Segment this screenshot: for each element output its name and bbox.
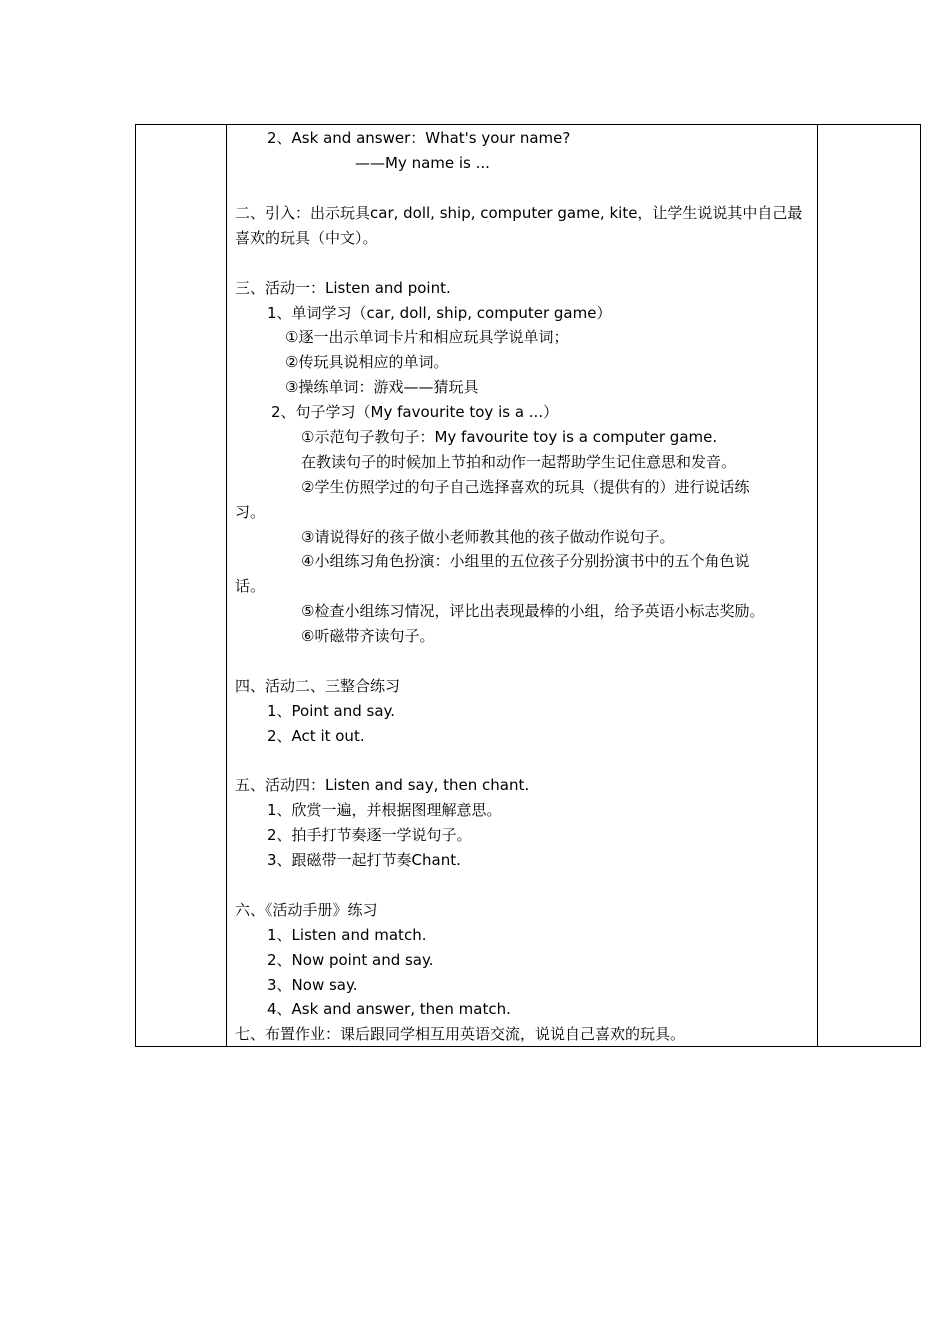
activity-2-3-item-2: 2、Act it out. [267, 727, 365, 745]
workbook-item-2: 2、Now point and say. [267, 951, 434, 969]
activity-1-item-2a-cont: 在教读句子的时候加上节拍和动作一起帮助学生记住意思和发音。 [301, 453, 737, 471]
activity-1-item-1c: ③操练单词：游戏——猜玩具 [285, 378, 479, 396]
activity-1-item-2c: ③请说得好的孩子做小老师教其他的孩子做动作说句子。 [301, 528, 675, 546]
activity-1-item-2b-cont: 习。 [235, 503, 266, 521]
workbook-item-4: 4、Ask and answer, then match. [267, 1000, 511, 1018]
activity-1-item-2: 2、句子学习（My favourite toy is a ...） [271, 403, 559, 421]
workbook-heading: 六、《活动手册》练习 [235, 901, 378, 919]
activity-1-item-2a: ①示范句子教句子：My favourite toy is a computer game. [301, 428, 718, 446]
activity-1-heading: 三、活动一：Listen and point. [235, 279, 451, 297]
warmup-reply: ——My name is ... [355, 154, 490, 172]
activity-1-item-2d-cont: 话。 [235, 577, 266, 595]
column-divider-right [817, 125, 818, 1046]
activity-4-item-3: 3、跟磁带一起打节奏Chant. [267, 851, 461, 869]
intro-line-1: 二、引入：出示玩具car, doll, ship, computer game, kite，让学生说说其中自己最 [235, 204, 803, 222]
activity-4-item-1: 1、欣赏一遍，并根据图理解意思。 [267, 801, 502, 819]
activity-1-item-2e: ⑤检查小组练习情况，评比出表现最棒的小组，给予英语小标志奖励。 [301, 602, 765, 620]
activity-2-3-item-1: 1、Point and say. [267, 702, 396, 720]
activity-2-3-heading: 四、活动二、三整合练习 [235, 677, 401, 695]
workbook-item-1: 1、Listen and match. [267, 926, 427, 944]
activity-1-item-2b: ②学生仿照学过的句子自己选择喜欢的玩具（提供有的）进行说话练 [301, 478, 750, 496]
activity-4-item-2: 2、拍手打节奏逐一学说句子。 [267, 826, 472, 844]
intro-line-2: 喜欢的玩具（中文）。 [235, 229, 378, 247]
activity-4-heading: 五、活动四：Listen and say, then chant. [235, 776, 530, 794]
workbook-item-3: 3、Now say. [267, 976, 358, 994]
activity-1-item-2d: ④小组练习角色扮演：小组里的五位孩子分别扮演书中的五个角色说 [301, 552, 750, 570]
homework-line: 七、布置作业：课后跟同学相互用英语交流，说说自己喜欢的玩具。 [235, 1025, 686, 1043]
activity-1-item-1b: ②传玩具说相应的单词。 [285, 353, 449, 371]
activity-1-item-1a: ①逐一出示单词卡片和相应玩具学说单词； [285, 328, 569, 346]
warmup-item-2: 2、Ask and answer：What's your name? [267, 129, 571, 147]
activity-1-item-2f: ⑥听磁带齐读句子。 [301, 627, 435, 645]
column-divider-left [226, 125, 227, 1046]
lesson-plan-table [135, 124, 921, 1047]
activity-1-item-1: 1、单词学习（car, doll, ship, computer game） [267, 304, 612, 322]
